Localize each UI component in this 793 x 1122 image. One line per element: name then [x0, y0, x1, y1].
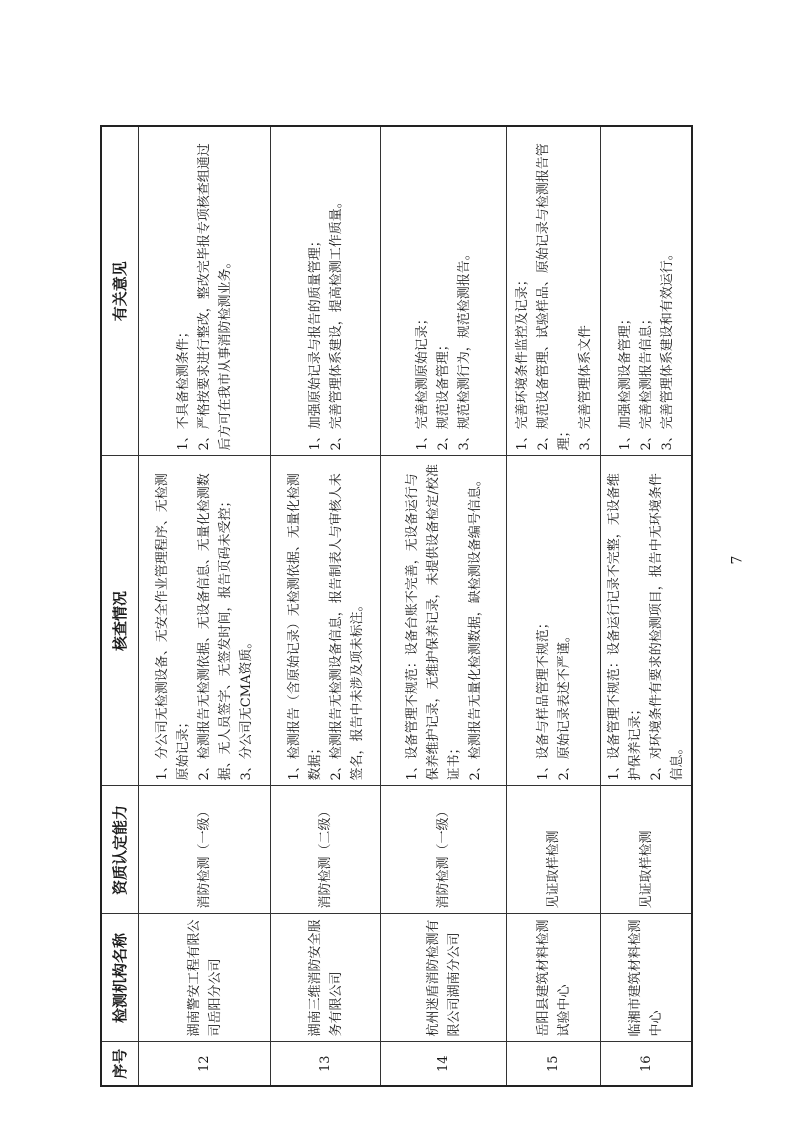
row-no: 12: [139, 1042, 271, 1086]
row-no: 13: [271, 1042, 381, 1086]
finding-line: 1、分公司无检测设备、无安全作业管理程序、无检测原始记录；: [155, 473, 191, 781]
opinion-line: 1、不具备检测条件；: [176, 325, 191, 451]
row-no: 14: [381, 1042, 507, 1086]
rotated-table-container: [100, 127, 685, 1087]
header-capability: 资质认定能力: [101, 786, 139, 914]
table-row: [271, 126, 381, 1086]
finding-line: 1、设备管理不规范：设备台账不完善，无设备运行与保养维护记录，无维护保养记录，未提供设备检定/校准证书；: [404, 464, 462, 781]
row-no: 16: [601, 1042, 693, 1086]
finding-line: 2、原始记录表述不严谨。: [556, 629, 572, 781]
table-row: [139, 126, 271, 1086]
opinion-line: 1、加强检测设备管理；: [617, 312, 633, 451]
row-org-name: 杭州迷盾消防检测有限公司湖南分公司: [381, 914, 507, 1042]
finding-line: 1、检测报告（含原始记录）无检测依据、无量化检测数据；: [286, 473, 323, 781]
opinion-line: 3、完善管理体系文件: [577, 325, 593, 451]
row-findings: [271, 456, 381, 786]
table-row: [601, 126, 693, 1086]
finding-line: 2、检测报告无量化检测数据，缺检测设备编号信息。: [467, 473, 483, 781]
opinion-line: 3、完善管理体系建设和有效运行。: [659, 247, 675, 451]
row-opinions: [381, 126, 507, 456]
row-no: 15: [507, 1042, 601, 1086]
row-findings: [507, 456, 601, 786]
finding-line: 2、对环境条件有要求的检测项目，报告中无环境条件信息。: [649, 473, 685, 781]
row-org-name: 岳阳县建筑材料检测试验中心: [507, 914, 601, 1042]
header-no: 序号: [101, 1042, 139, 1086]
opinion-line: 2、完善检测报告信息；: [638, 312, 654, 451]
row-findings: [381, 456, 507, 786]
row-org-name: 湖南三维消防安全服务有限公司: [271, 914, 381, 1042]
row-org-name: 临湘市建筑材料检测中心: [601, 914, 693, 1042]
header-opinions: 有关意见: [101, 126, 139, 456]
finding-line: 2、检测报告无检测依据、无设备信息、无量化检测数据、无人员签字、无签发时间，报告页码未受控；: [197, 473, 233, 781]
row-org-name: 湖南警安工程有限公司岳阳分公司: [139, 914, 271, 1042]
row-opinions: [507, 126, 601, 456]
page-number: 7: [729, 555, 746, 565]
inspection-table: [100, 125, 693, 1087]
header-findings: 核查情况: [101, 456, 139, 786]
opinion-line: 3、规范检测行为，规范检测报告。: [457, 247, 472, 451]
header-name: 检测机构名称: [101, 914, 139, 1042]
row-opinions: [601, 126, 693, 456]
finding-line: 1、设备与样品管理不规范；: [535, 616, 551, 781]
row-capability: 消防检测（一级）: [381, 786, 507, 914]
row-capability: 消防检测（一级）: [139, 786, 271, 914]
row-opinions: [139, 126, 271, 456]
finding-line: 2、检测报告无检测设备信息，报告制表人与审核人未签名，报告中未涉及项未标注。: [328, 473, 365, 781]
finding-line: 3、分公司无CMA资质。: [239, 635, 254, 781]
table-header-row: [101, 126, 139, 1086]
opinion-line: 2、完善管理体系建设，提高检测工作质量。: [328, 195, 344, 451]
row-capability: 见证取样检测: [507, 786, 601, 914]
opinion-line: 1、完善环境条件监控及记录；: [514, 273, 530, 451]
opinion-line: 1、完善检测原始记录；: [415, 312, 430, 451]
opinion-line: 2、严格按要求进行整改，整改完毕报专项核查组通过后方可在我市从事消防检测业务。: [197, 143, 233, 451]
table-row: [381, 126, 507, 1086]
opinion-line: 2、规范设备管理、试验样品、原始记录与检测报告管理；: [535, 143, 572, 451]
row-findings: [139, 456, 271, 786]
opinion-line: 2、规范设备管理；: [436, 338, 451, 451]
opinion-line: 1、加强原始记录与报告的质量管理；: [307, 234, 323, 451]
row-capability: 消防检测（二级）: [271, 786, 381, 914]
row-findings: [601, 456, 693, 786]
table-row: [507, 126, 601, 1086]
row-opinions: [271, 126, 381, 456]
row-capability: 见证取样检测: [601, 786, 693, 914]
finding-line: 1、设备管理不规范：设备运行记录不完整，无设备维护保养记录；: [607, 473, 643, 781]
